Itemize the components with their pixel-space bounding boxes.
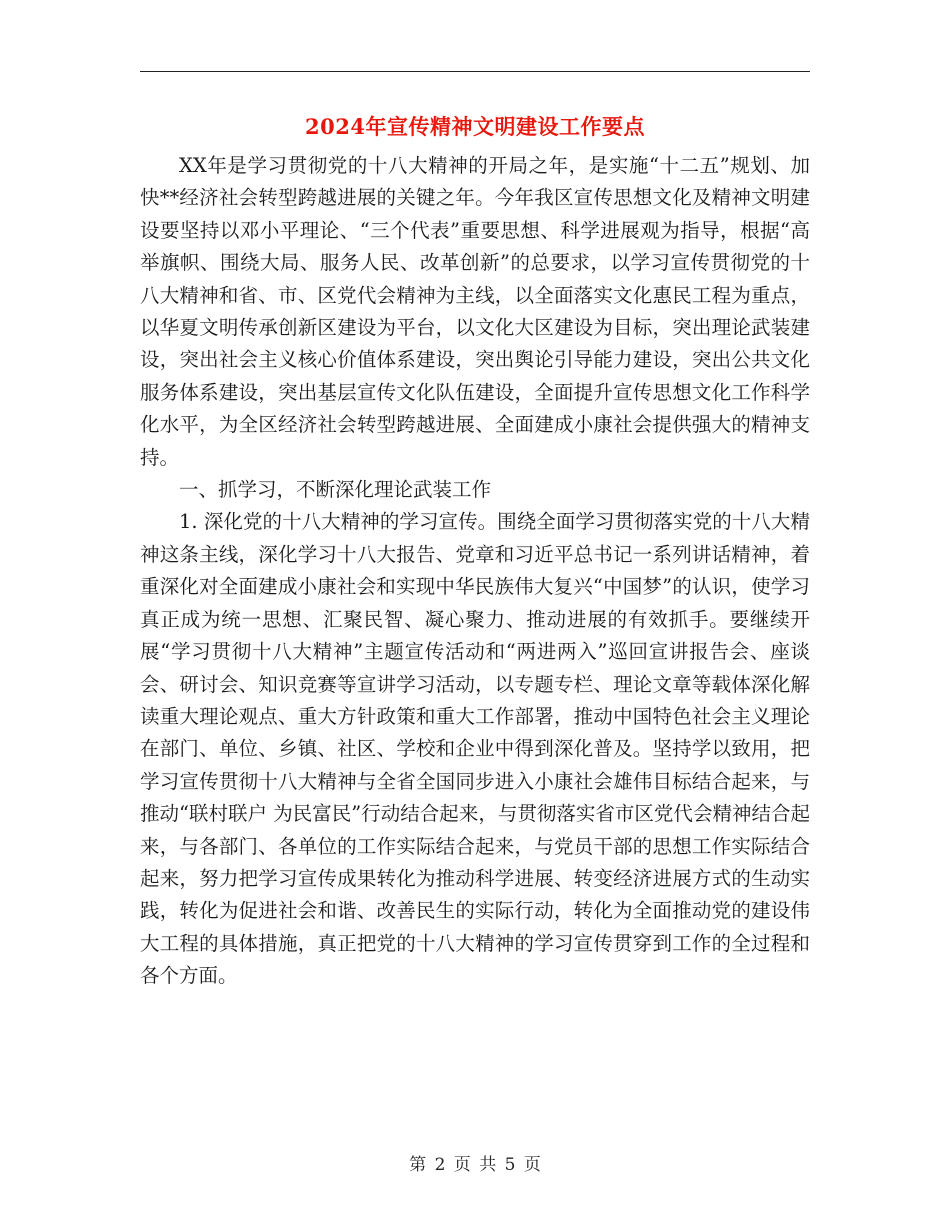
page-number: 第 2 页 共 5 页 bbox=[409, 1155, 541, 1175]
document-body bbox=[140, 150, 810, 993]
header-rule bbox=[140, 71, 810, 72]
item-1-paragraph: 1. 深化党的十八大精神的学习宣传。围绕全面学习贯彻落实党的十八大精神这条主线，深化学习十八大报告、党章和习近平总书记一系列讲话精神，着重深化对全面建成小康社会和实现中华民族伟大复兴“中国梦”的认识，使学习真正成为统一思想、汇聚民智、凝心聚力、推动进展的有效抓手。要继续开展“学习贯彻十八大精神”主题宣传活动和“两进两入”巡回宣讲报告会、座谈会、研讨会、知识竞赛等宣讲学习活动，以专题专栏、理论文章等载体深化解读重大理论观点、重大方针政策和重大工作部署，推动中国特色社会主义理论在部门、单位、乡镇、社区、学校和企业中得到深化普及。坚持学以致用，把学习宣传贯彻十八大精神与全省全国同步进入小康社会雄伟目标结合起来，与推动“联村联户 为民富民”行动结合起来，与贯彻落实省市区党代会精神结合起来，与各部门、各单位的工作实际结合起来，与党员干部的思想工作实际结合起来，努力把学习宣传成果转化为推动科学进展、转变经济进展方式的生动实践，转化为促进社会和谐、改善民生的实际行动，转化为全面推动党的建设伟大工程的具体措施，真正把党的十八大精神的学习宣传贯穿到工作的全过程和各个方面。 bbox=[140, 510, 810, 988]
section-heading: 一、抓学习，不断深化理论武装工作 bbox=[179, 478, 492, 502]
document-title: 2024年宣传精神文明建设工作要点 bbox=[305, 114, 645, 139]
intro-paragraph: XX年是学习贯彻党的十八大精神的开局之年，是实施“十二五”规划、加快**经济社会转型跨越进展的关键之年。今年我区宣传思想文化及精神文明建设要坚持以邓小平理论、“三个代表”重要思想、科学进展观为指导，根据“高举旗帜、围绕大局、服务人民、改革创新”的总要求，以学习宣传贯彻党的十八大精神和省、市、区党代会精神为主线，以全面落实文化惠民工程为重点，以华夏文明传承创新区建设为平台，以文化大区建设为目标，突出理论武装建设，突出社会主义核心价值体系建设，突出舆论引导能力建设，突出公共文化服务体系建设，突出基层宣传文化队伍建设，全面提升宣传思想文化工作科学化水平，为全区经济社会转型跨越进展、全面建成小康社会提供强大的精神支持。 bbox=[140, 154, 810, 469]
